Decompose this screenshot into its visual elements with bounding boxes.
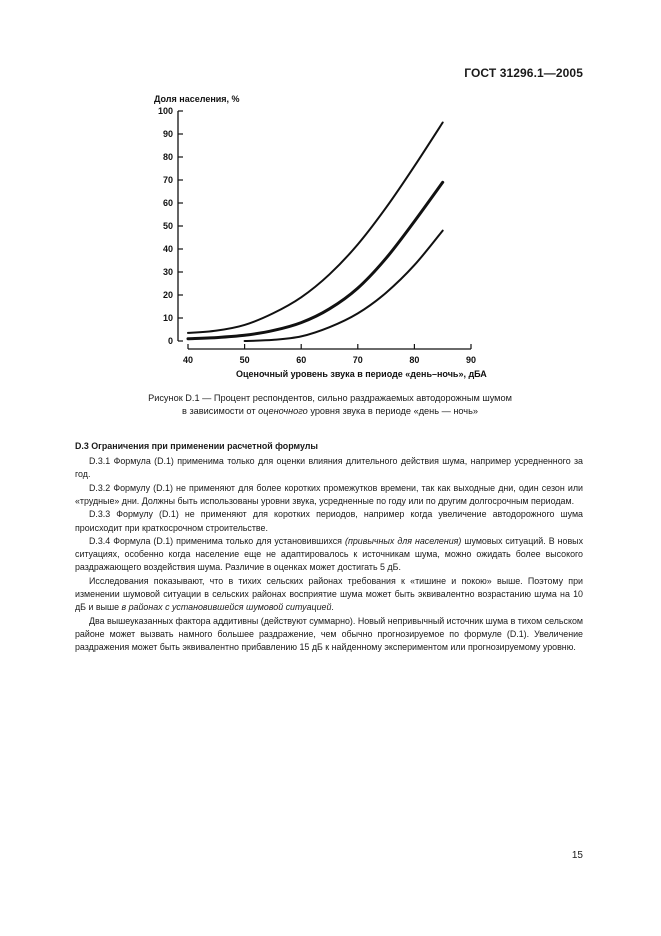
paragraph-d31: D.3.1 Формула (D.1) применима только для оценки влияния длительного действия шума, например усредненного за год. — [75, 456, 583, 480]
document-id: ГОСТ 31296.1—2005 — [464, 66, 583, 80]
y-tick-label: 30 — [162, 267, 173, 278]
y-tick-label: 20 — [162, 290, 173, 301]
x-tick-label: 90 — [465, 355, 477, 365]
section-heading: D.3 Ограничения при применении расчетной формулы — [75, 441, 319, 451]
caption-line-1: Рисунок D.1 — Процент респондентов, сильно раздражаемых автодорожным шумом — [148, 393, 512, 403]
curve-3 — [245, 231, 443, 341]
y-tick-label: 80 — [162, 152, 173, 163]
section-d3 — [75, 440, 583, 655]
paragraph-d33: D.3.3 Формулу (D.1) не применяют для коротких периодов, например когда увеличение автодорожного шума происходит при краткосрочном строительстве. — [75, 509, 583, 533]
page-number: 15 — [571, 850, 583, 861]
paragraph-text: . — [331, 602, 334, 613]
paragraph-text: шумовых ситуаций. В новых ситуациях, особенно когда население еще не адаптировалось к источникам шума, можно ожидать более высокого раздражающего воздействия шума. Различие в оценках может достигать 5 дБ. — [75, 536, 584, 573]
caption-emphasis: оценочного — [258, 406, 308, 416]
y-tick-label: 70 — [162, 175, 173, 186]
y-tick-label: 0 — [167, 336, 173, 347]
y-tick-label: 40 — [162, 244, 173, 255]
paragraph-text: Исследования показывают, что в тихих сельских районах требования к «тишине и покою» выше. Поэтому при изменении шумовой ситуации в сельских районах восприятие шума может быть эквивалентно возрастанию шума на 10 дБ и выше — [75, 575, 583, 613]
y-axis-title: Доля населения, % — [154, 94, 240, 104]
y-tick-label: 50 — [162, 221, 173, 232]
y-tick-label: 10 — [162, 313, 173, 324]
figure-caption — [60, 392, 600, 418]
caption-line-2 — [60, 405, 600, 418]
paragraph-research — [75, 575, 583, 614]
paragraph-d32: D.3.2 Формулу (D.1) не применяют для более коротких промежутков времени, так как выходные дни, один сезон или «трудные» дни. Должны быть использованы уровни звука, усредненные по году или по другим долгосрочным периодам. — [75, 482, 583, 506]
caption-text: в зависимости от — [182, 406, 259, 416]
x-tick-label: 80 — [409, 355, 420, 365]
x-axis-title: Оценочный уровень звука в периоде «день–ночь», дБА — [236, 369, 487, 379]
x-tick-label: 50 — [239, 355, 250, 365]
caption-text: уровня звука в периоде «день — ночь» — [307, 406, 478, 416]
annoyance-chart — [0, 0, 661, 400]
curve-2 — [188, 182, 443, 338]
paragraph-d34 — [75, 535, 583, 574]
paragraph-emphasis: в районах с установившейся шумовой ситуацией — [121, 602, 332, 613]
paragraph-additive: Два вышеуказанных фактора аддитивны (действуют суммарно). Новый непривычный источник шума в тихом сельском районе может вызвать намного большее раздражение, чем обычно прогнозируемое по формуле (D.1). Увеличение раздражения может быть эквивалентно прибавлению 15 дБ к найденному экспериментом или прогнозируемому уровню. — [75, 615, 583, 652]
chart-curves — [188, 123, 443, 342]
y-tick-label: 60 — [162, 198, 173, 209]
x-tick-label: 40 — [182, 355, 194, 365]
x-tick-label: 60 — [296, 355, 307, 365]
paragraph-emphasis: (привычных для населения) — [344, 536, 462, 547]
y-tick-label: 100 — [157, 106, 173, 117]
paragraph-text: D.3.4 Формула (D.1) применима только для установившихся — [89, 536, 345, 547]
x-tick-label: 70 — [352, 355, 363, 365]
y-tick-label: 90 — [162, 129, 173, 140]
curve-1 — [188, 123, 443, 333]
